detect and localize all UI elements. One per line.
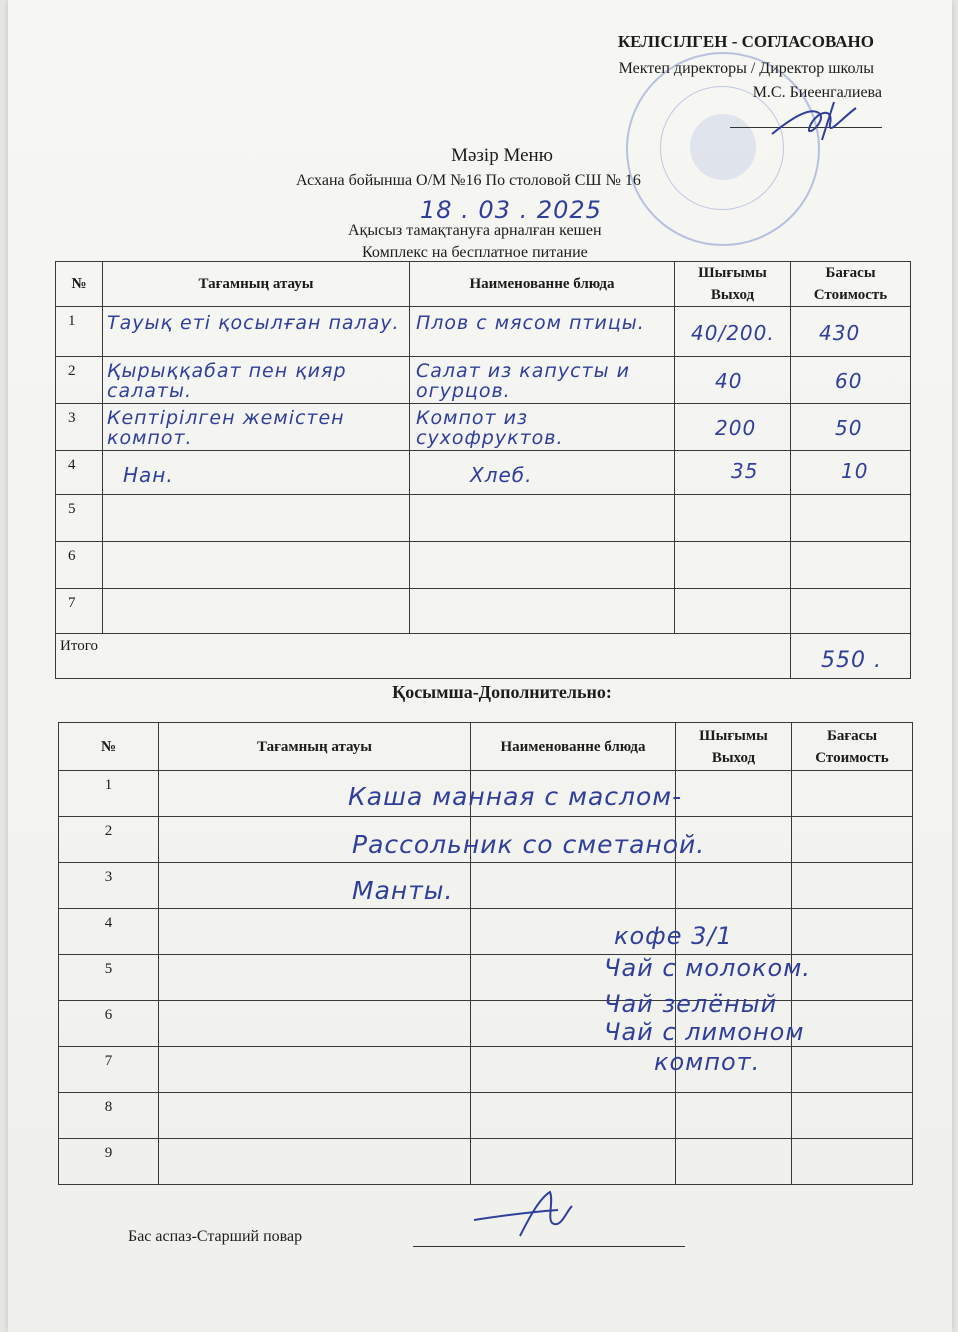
col-no: № <box>56 262 103 307</box>
table-row <box>56 357 911 404</box>
total-label: Итого <box>56 634 791 679</box>
dish-yield: 40 <box>715 369 743 393</box>
table-row <box>56 307 911 357</box>
complex-ru: Комплекс на бесплатное питание <box>362 244 588 261</box>
approval-heading: КЕЛІСІЛГЕН - СОГЛАСОВАНО <box>617 32 874 51</box>
extra-item: компот. <box>654 1048 761 1076</box>
dish-name-kz: Кептірілген жемістен компот. <box>107 407 345 449</box>
table-row <box>56 542 911 589</box>
total-row <box>56 634 911 679</box>
row-number: 8 <box>59 1093 159 1139</box>
dish-name-kz: Нан. <box>123 463 174 487</box>
col-name-ru: Наименованне блюда <box>471 723 676 771</box>
dish-name-kz: Тауық еті қосылған палау. <box>107 312 400 334</box>
dish-price: 60 <box>835 369 863 393</box>
page-title: Мәзір Меню <box>451 145 553 166</box>
menu-table <box>55 261 911 679</box>
row-number: 6 <box>59 1001 159 1047</box>
dish-price: 50 <box>835 416 863 440</box>
extra-section-title: Қосымша-Дополнительно: <box>392 682 612 702</box>
row-number: 2 <box>56 357 103 404</box>
row-number: 9 <box>59 1139 159 1185</box>
dish-yield: 35 <box>731 459 759 483</box>
chef-signature-line <box>413 1246 685 1247</box>
table-row <box>56 589 911 634</box>
extra-item: кофе 3/1 <box>614 922 733 950</box>
dish-name-ru: Хлеб. <box>470 463 533 487</box>
table-row <box>59 909 913 955</box>
table-row <box>56 495 911 542</box>
dish-price: 10 <box>841 459 869 483</box>
approval-position: Мектеп директоры / Директор школы <box>618 60 874 77</box>
col-name-kz: Тағамның атауы <box>159 723 471 771</box>
row-number: 3 <box>56 404 103 451</box>
approval-name: М.С. Биеенгалиева <box>752 84 882 101</box>
chef-signature <box>470 1186 580 1242</box>
total-value: 550 . <box>821 648 882 673</box>
canteen-subtitle: Асхана бойынша О/М №16 По столовой СШ № 16 <box>296 172 641 189</box>
col-name-kz: Тағамның атауы <box>103 262 410 307</box>
col-name-ru: Наименованне блюда <box>410 262 675 307</box>
complex-kz: Ақысыз тамақтануға арналған кешен <box>348 222 602 239</box>
row-number: 2 <box>59 817 159 863</box>
dish-yield: 40/200. <box>691 321 775 345</box>
row-number: 1 <box>56 307 103 357</box>
table-row <box>59 1093 913 1139</box>
table-row <box>59 1047 913 1093</box>
table-row <box>56 451 911 495</box>
extra-item: Чай с молоком. <box>604 954 811 982</box>
menu-sheet <box>8 0 952 1332</box>
dish-name-kz: Қырыққабат пен қияр салаты. <box>107 360 347 402</box>
row-number: 6 <box>56 542 103 589</box>
row-number: 7 <box>59 1047 159 1093</box>
col-yield: Шығымы Выход <box>675 262 791 307</box>
extra-item: Каша манная с маслом- <box>348 782 683 811</box>
table-row <box>56 404 911 451</box>
col-no: № <box>59 723 159 771</box>
col-yield: Шығымы Выход <box>676 723 792 771</box>
dish-name-ru: Компот из сухофруктов. <box>416 407 564 449</box>
row-number: 5 <box>56 495 103 542</box>
row-number: 4 <box>59 909 159 955</box>
dish-price: 430 <box>819 321 861 345</box>
menu-date: 18 . 03 . 2025 <box>420 196 602 224</box>
dish-yield: 200 <box>715 416 757 440</box>
dish-name-ru: Плов с мясом птицы. <box>416 312 645 334</box>
col-price: Бағасы Стоимость <box>792 723 913 771</box>
extra-item: Рассольник со сметаной. <box>352 830 706 859</box>
row-number: 1 <box>59 771 159 817</box>
extra-table-header <box>59 723 913 771</box>
chef-label: Бас аспаз-Старший повар <box>128 1228 303 1245</box>
extra-item: Чай с лимоном <box>604 1018 805 1046</box>
extra-item: Чай зелёный <box>604 990 778 1018</box>
row-number: 7 <box>56 589 103 634</box>
dish-name-ru: Салат из капусты и огурцов. <box>416 360 630 402</box>
row-number: 3 <box>59 863 159 909</box>
row-number: 4 <box>56 451 103 495</box>
menu-table-header <box>56 262 911 307</box>
col-price: Бағасы Стоимость <box>791 262 911 307</box>
extra-item: Манты. <box>352 876 454 905</box>
table-row <box>59 863 913 909</box>
row-number: 5 <box>59 955 159 1001</box>
table-row <box>59 1139 913 1185</box>
